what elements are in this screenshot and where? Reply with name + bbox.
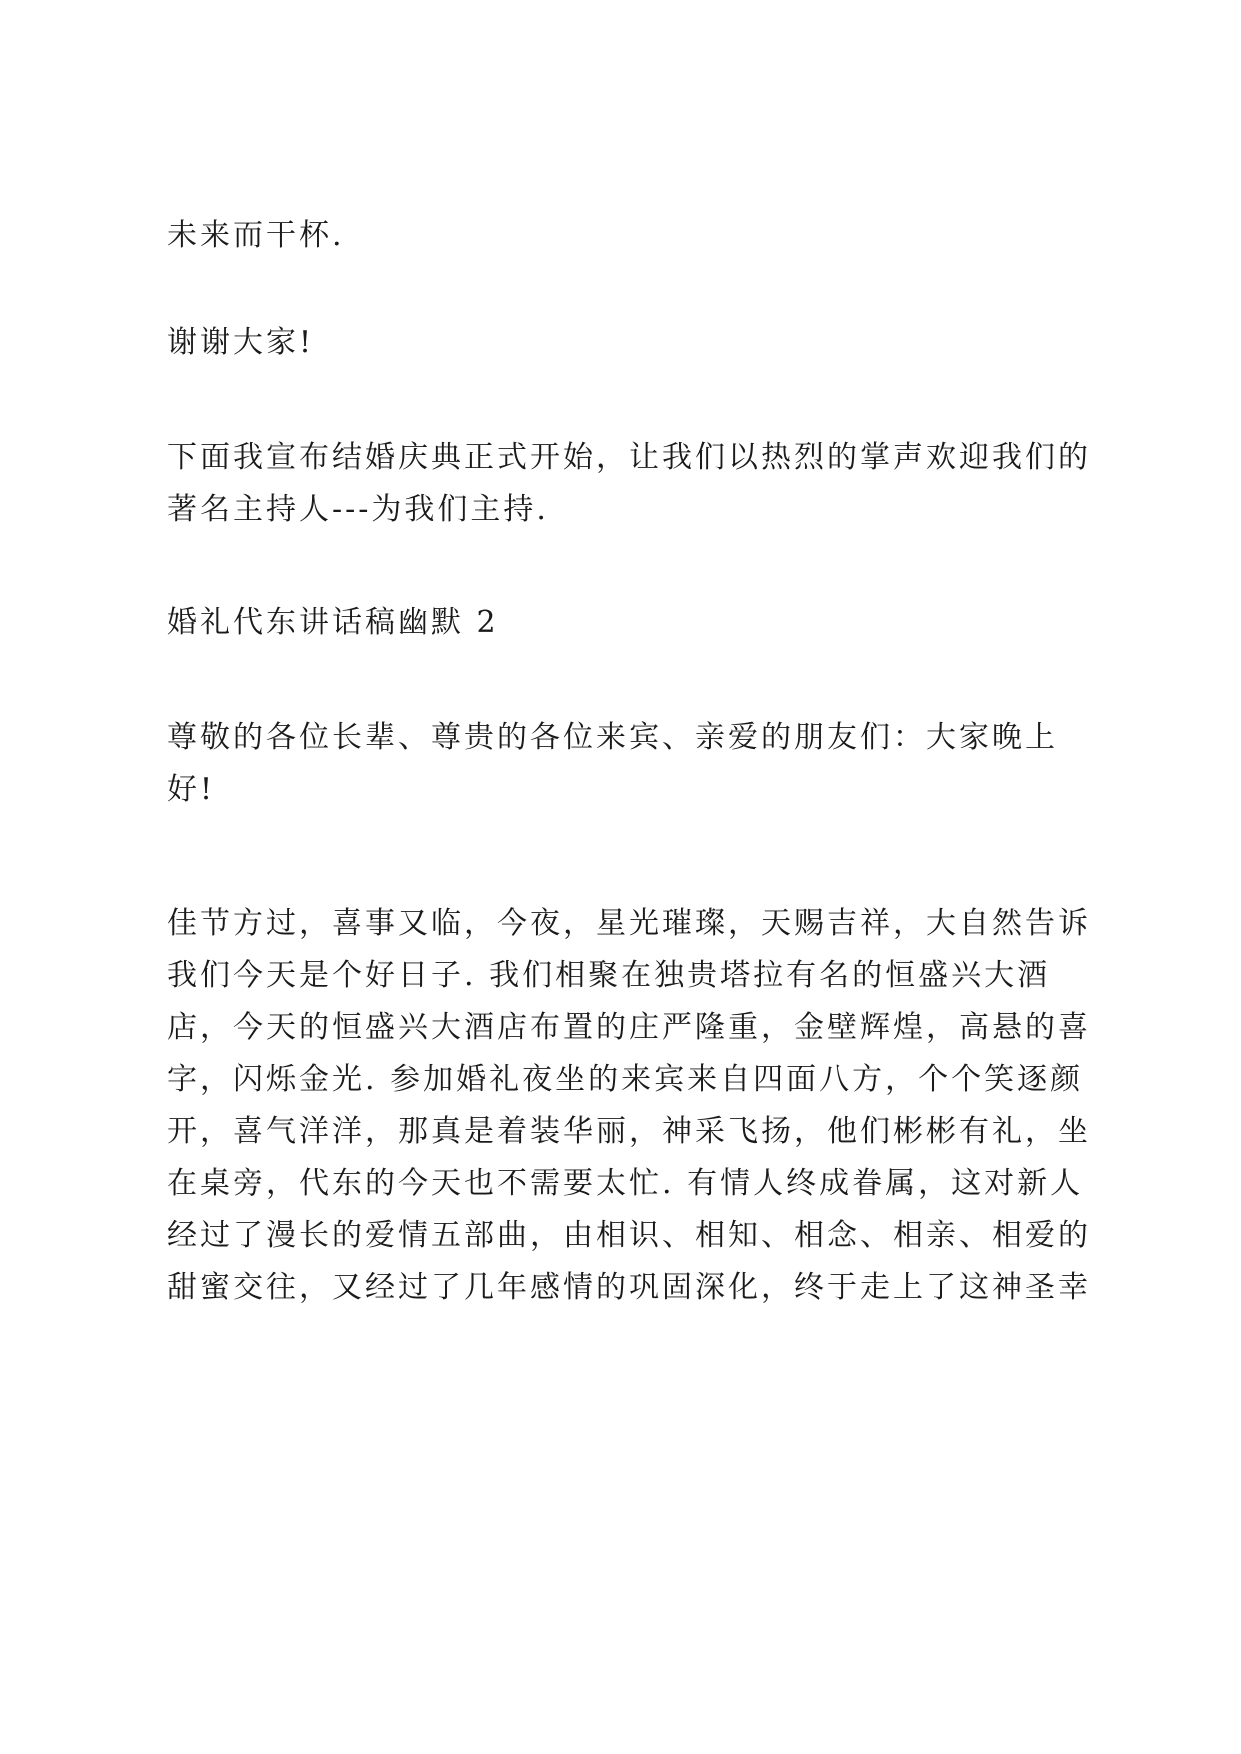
text-line: 下面我宣布结婚庆典正式开始，让我们以热烈的掌声欢迎我们的 [167, 440, 1091, 475]
text-line: 店，今天的恒盛兴大酒店布置的庄严隆重，金壁辉煌，高悬的喜 [167, 1010, 1091, 1045]
section-heading [167, 597, 1097, 649]
text-line: 经过了漫长的爱情五部曲，由相识、相知、相念、相亲、相爱的 [167, 1218, 1091, 1253]
text-line: 尊敬的各位长辈、尊贵的各位来宾、亲爱的朋友们：大家晚上 [167, 720, 1058, 755]
text-line: 好! [167, 772, 216, 807]
text-line: 佳节方过，喜事又临，今夜，星光璀璨，天赐吉祥，大自然告诉 [167, 906, 1091, 941]
text-line: 我们今天是个好日子. 我们相聚在独贵塔拉有名的恒盛兴大酒 [167, 958, 1051, 993]
paragraph-closing-toast [167, 210, 1097, 262]
paragraph-main-speech [167, 898, 1097, 1314]
text-line: 在桌旁，代东的今天也不需要太忙. 有情人终成眷属，这对新人 [167, 1166, 1084, 1201]
text-line: 字，闪烁金光. 参加婚礼夜坐的来宾来自四面八方，个个笑逐颜 [167, 1062, 1084, 1097]
paragraph-ceremony-start [167, 432, 1097, 536]
text-line: 婚礼代东讲话稿幽默 2 [167, 605, 499, 640]
text-line: 著名主持人---为我们主持. [167, 492, 549, 527]
text-line: 未来而干杯. [167, 218, 345, 253]
paragraph-greeting [167, 712, 1097, 816]
paragraph-thanks [167, 317, 1097, 369]
text-line: 谢谢大家! [167, 325, 315, 360]
text-line: 甜蜜交往，又经过了几年感情的巩固深化，终于走上了这神圣幸 [167, 1270, 1091, 1305]
text-line: 开，喜气洋洋，那真是着装华丽，神采飞扬，他们彬彬有礼，坐 [167, 1114, 1091, 1149]
